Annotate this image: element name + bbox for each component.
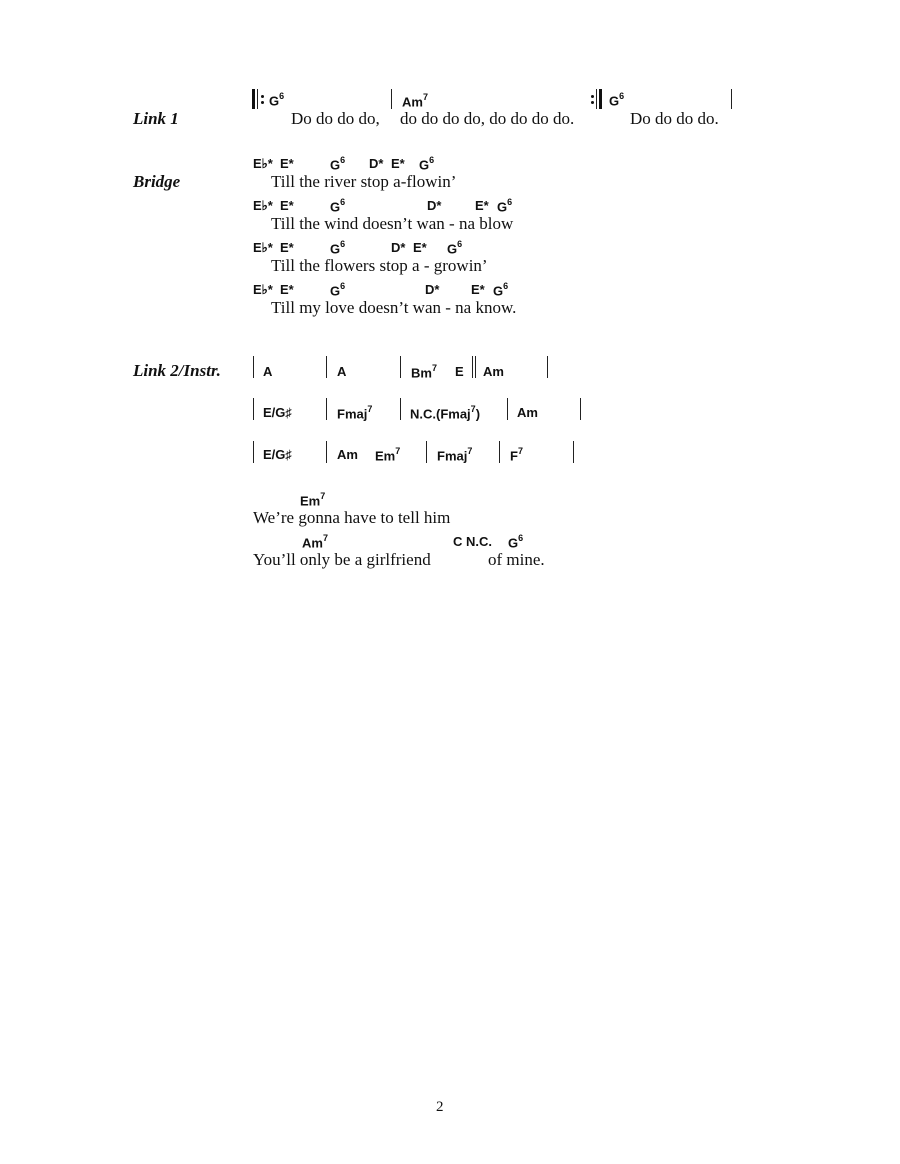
lyric-ending-2b: of mine.: [488, 550, 545, 569]
repeat-start-dots: [261, 92, 264, 106]
chord-link2-row3-1: E/G♯: [263, 447, 292, 462]
repeat-end-thin-barline: [596, 89, 597, 109]
repeat-start-thin-barline: [257, 89, 258, 109]
chord-bridge-4-4: D*: [425, 282, 440, 297]
section-label-bridge: Bridge: [133, 172, 181, 191]
chord-ending-2-3: $G^6$: [508, 533, 524, 551]
chord-bridge-1-5: E*: [391, 156, 405, 171]
link2-row3-barline-4: [499, 441, 500, 463]
chord-bridge-2-3: $G^6$: [330, 197, 346, 215]
chord-link2-row1-1: A: [263, 364, 273, 379]
chord-link1-2: Am$^7$: [402, 92, 428, 110]
chord-ending-2-2: C N.C.: [453, 534, 492, 549]
chord-bridge-2-4: D*: [427, 198, 442, 213]
link2-row2-barline-4: [507, 398, 508, 420]
link2-row3-barline-3: [426, 441, 427, 463]
link2-row1-barline-2: [326, 356, 327, 378]
lyric-link1-a: Do do do do,: [291, 109, 380, 128]
link2-row1-double-barline-a: [472, 356, 473, 378]
chord-bridge-3-3: $G^6$: [330, 239, 346, 257]
chord-link2-row2-3: N.C.(Fmaj$^7$): [410, 404, 481, 422]
chord-link1-1: $G^6$: [269, 91, 285, 109]
chord-bridge-1-6: $G^6$: [419, 155, 435, 173]
chord-bridge-1-1: E♭*: [253, 156, 273, 171]
chord-link1-3: $G^6$: [609, 91, 625, 109]
chord-ending-2-1: Am$^7$: [302, 533, 328, 551]
chord-link2-row1-4: E: [455, 364, 464, 379]
repeat-start-barline: [252, 89, 255, 109]
link2-row1-barline-end: [547, 356, 548, 378]
lyric-bridge-4: Till my love doesn’t wan - na know.: [271, 298, 517, 317]
chord-bridge-2-6: $G^6$: [497, 197, 513, 215]
chord-bridge-3-1: E♭*: [253, 240, 273, 255]
chord-bridge-2-1: E♭*: [253, 198, 273, 213]
lyric-link1-c: Do do do do.: [630, 109, 719, 128]
chord-link2-row3-4: Fmaj$^7$: [437, 446, 473, 464]
chord-bridge-4-6: $G^6$: [493, 281, 509, 299]
link2-row2-barline-3: [400, 398, 401, 420]
chord-bridge-3-5: E*: [413, 240, 427, 255]
link2-row3-barline-2: [326, 441, 327, 463]
chord-bridge-3-6: $G^6$: [447, 239, 463, 257]
chord-link2-row2-1: E/G♯: [263, 405, 292, 420]
link2-row3-barline-1: [253, 441, 254, 463]
chord-bridge-4-1: E♭*: [253, 282, 273, 297]
lyric-bridge-1: Till the river stop a-flowin’: [271, 172, 457, 191]
chord-link2-row3-5: $F^7$: [510, 446, 523, 464]
chord-bridge-4-3: $G^6$: [330, 281, 346, 299]
lyric-bridge-3: Till the flowers stop a - growin’: [271, 256, 488, 275]
link2-row2-barline-end: [580, 398, 581, 420]
lyric-link1-b: do do do do, do do do do.: [400, 109, 575, 128]
repeat-end-dots: [591, 92, 594, 106]
link1-barline-end: [731, 89, 732, 109]
lyric-ending-2a: You’ll only be a girlfriend: [253, 550, 431, 569]
chord-link2-row2-4: Am: [517, 405, 538, 420]
lyric-bridge-2: Till the wind doesn’t wan - na blow: [271, 214, 514, 233]
chord-bridge-1-2: E*: [280, 156, 294, 171]
repeat-end-barline: [599, 89, 602, 109]
chord-bridge-1-4: D*: [369, 156, 384, 171]
chord-bridge-2-2: E*: [280, 198, 294, 213]
chord-bridge-2-5: E*: [475, 198, 489, 213]
section-label-link1: Link 1: [133, 109, 179, 128]
chord-bridge-3-4: D*: [391, 240, 406, 255]
link1-barline-2: [391, 89, 392, 109]
link2-row1-double-barline-b: [475, 356, 476, 378]
chord-bridge-1-3: $G^6$: [330, 155, 346, 173]
link2-row1-barline-3: [400, 356, 401, 378]
page-number: 2: [436, 1099, 444, 1115]
link2-row3-barline-end: [573, 441, 574, 463]
chord-link2-row3-2: Am: [337, 447, 358, 462]
chord-link2-row2-2: Fmaj$^7$: [337, 404, 373, 422]
chord-link2-row3-3: Em$^7$: [375, 446, 401, 464]
chord-link2-row1-3: Bm$^7$: [411, 363, 437, 381]
chord-bridge-4-2: E*: [280, 282, 294, 297]
link2-row2-barline-2: [326, 398, 327, 420]
chord-bridge-3-2: E*: [280, 240, 294, 255]
link2-row1-barline-1: [253, 356, 254, 378]
link2-row2-barline-1: [253, 398, 254, 420]
chord-ending-1-1: Em$^7$: [300, 491, 326, 509]
chord-bridge-4-5: E*: [471, 282, 485, 297]
lyric-ending-1: We’re gonna have to tell him: [253, 508, 451, 527]
chord-link2-row1-2: A: [337, 364, 347, 379]
section-label-link2: Link 2/Instr.: [133, 361, 221, 380]
chord-link2-row1-5: Am: [483, 364, 504, 379]
